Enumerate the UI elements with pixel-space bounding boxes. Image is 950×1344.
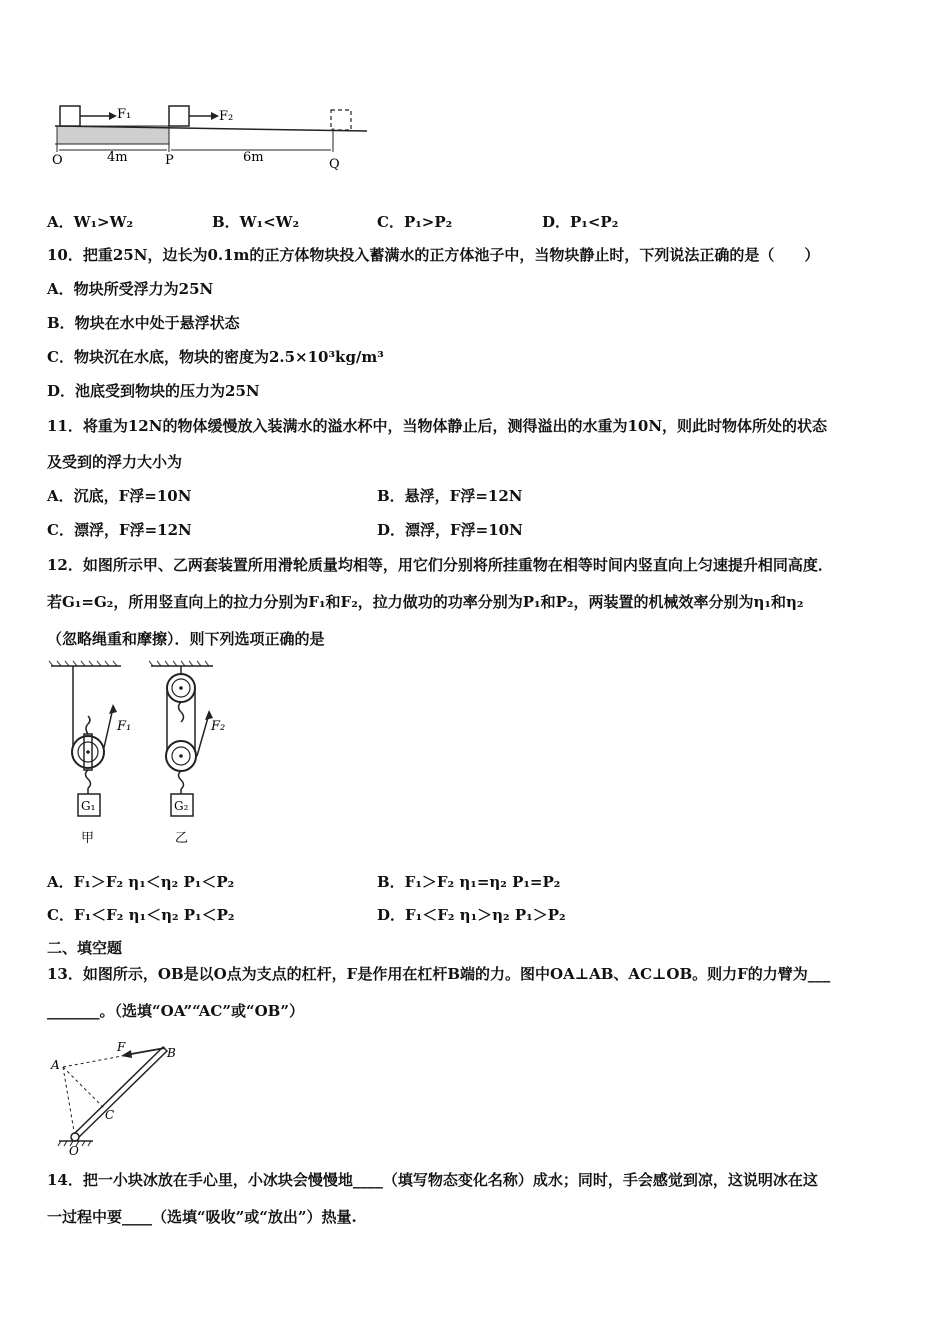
block-at-q-dashed — [331, 110, 351, 130]
pulley-yi-movable-axle — [179, 754, 183, 758]
q10-option-d: D．池底受到物块的压力为25N — [47, 382, 260, 400]
rope-jia-right — [103, 708, 113, 752]
label-4m: 4m — [107, 150, 128, 165]
q14-stem-line2: 一过程中要____（选填“吸收”或“放出”）热量. — [47, 1208, 357, 1226]
q10-stem: 10．把重25N，边长为0.1m的正方体物块投入蓄满水的正方体池子中，当物块静止时，下列说法正确的是（ ） — [47, 246, 820, 264]
q12-option-b: B．F₁＞F₂ η₁=η₂ P₁=P₂ — [377, 873, 561, 891]
block-at-o — [60, 106, 80, 126]
label-f1-jia: F₁ — [117, 719, 132, 734]
label-f2: F₂ — [219, 109, 234, 124]
figure-lever — [47, 1035, 187, 1155]
q11-option-a: A．沉底，F浮=10N — [47, 487, 192, 505]
label-f: F — [117, 1040, 126, 1054]
q12-stem-line1: 12．如图所示甲、乙两套装置所用滑轮质量均相等，用它们分别将所挂重物在相等时间内竖直向上匀速提升相同高度． — [47, 556, 833, 574]
q14-stem-line1: 14．把一小块冰放在手心里，小冰块会慢慢地____（填写物态变化名称）成水；同时，手会感觉到凉，这说明冰在这 — [47, 1171, 818, 1189]
label-g2: G₂ — [174, 799, 189, 813]
arrow-f1-head-jia — [109, 704, 117, 714]
arrow-f2-head — [211, 112, 219, 120]
q11-stem-line1: 11．将重为12N的物体缓慢放入装满水的溢水杯中，当物体静止后，测得溢出的水重为10N，则此时物体所处的状态 — [47, 417, 828, 435]
q11-stem-line2: 及受到的浮力大小为 — [47, 453, 183, 471]
label-o: O — [69, 1144, 79, 1155]
q9-option-b: B．W₁<W₂ — [212, 213, 300, 231]
label-jia: 甲 — [81, 831, 95, 846]
q12-option-c: C．F₁＜F₂ η₁＜η₂ P₁＜P₂ — [47, 906, 235, 924]
q9-option-a: A．W₁>W₂ — [47, 213, 134, 231]
label-a: A — [51, 1058, 60, 1072]
q10-option-c: C．物块沉在水底，物块的密度为2.5×10³kg/m³ — [47, 348, 384, 366]
label-g1: G₁ — [81, 799, 96, 813]
label-p: P — [165, 153, 174, 168]
figure-block-track — [47, 98, 387, 178]
q10-option-a: A．物块所受浮力为25N — [47, 280, 214, 298]
q10-option-b: B．物块在水中处于悬浮状态 — [47, 314, 240, 332]
lever-arm — [73, 1047, 167, 1139]
label-b: B — [167, 1046, 176, 1060]
label-f1: F₁ — [117, 107, 132, 122]
q9-option-d: D．P₁<P₂ — [542, 213, 619, 231]
q13-stem-line2: _______。（选填“OA”“AC”或“OB”） — [47, 1002, 304, 1020]
label-q: Q — [329, 157, 340, 172]
q12-option-d: D．F₁＜F₂ η₁＞η₂ P₁＞P₂ — [377, 906, 566, 924]
label-c: C — [105, 1108, 115, 1122]
pivot-o — [71, 1133, 79, 1141]
q11-option-c: C．漂浮，F浮=12N — [47, 521, 192, 539]
label-6m: 6m — [243, 150, 264, 165]
pulley-jia-axle — [86, 750, 90, 754]
block-at-p — [169, 106, 189, 126]
arrow-f1-head — [109, 112, 117, 120]
label-yi: 乙 — [175, 831, 189, 846]
q12-stem-line3: （忽略绳重和摩擦）．则下列选项正确的是 — [47, 630, 325, 648]
label-f2-yi: F₂ — [211, 719, 226, 734]
hook-jia-top — [86, 716, 90, 734]
hook-yi-bottom — [179, 771, 184, 789]
hook-yi-middle — [179, 702, 184, 722]
q13-stem-line1: 13．如图所示，OB是以O点为支点的杠杆，F是作用在杠杆B端的力。图中OA⊥AB、AC⊥OB。则力F的力臂为___ — [47, 965, 831, 983]
hook-jia-bottom — [86, 770, 91, 788]
q11-option-b: B．悬浮，F浮=12N — [377, 487, 523, 505]
section-title-fill-in: 二、填空题 — [47, 939, 123, 957]
pulley-yi-fixed-axle — [179, 686, 183, 690]
q9-option-c: C．P₁>P₂ — [377, 213, 453, 231]
q11-option-d: D．漂浮，F浮=10N — [377, 521, 523, 539]
rope-yi-pull — [197, 714, 209, 756]
q12-stem-line2: 若G₁=G₂，所用竖直向上的拉力分别为F₁和F₂，拉力做功的功率分别为P₁和P₂，两装置的机械效率分别为η₁和η₂ — [47, 593, 804, 611]
rough-surface-hatch — [57, 126, 169, 144]
label-o: O — [52, 153, 63, 168]
q12-option-a: A．F₁＞F₂ η₁＜η₂ P₁＜P₂ — [47, 873, 235, 891]
figure-pulleys — [47, 660, 237, 848]
